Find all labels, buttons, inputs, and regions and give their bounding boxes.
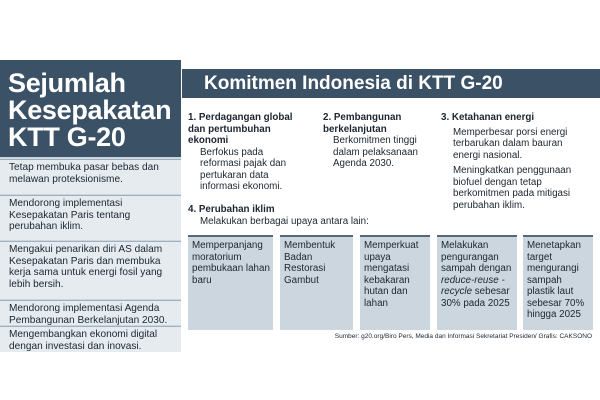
climate-action-text: Memperpanjang moratorium pembukaan lahan baru <box>192 240 270 286</box>
agreement-item-text: Tetap membuka pasar bebas dan melawan proteksionisme. <box>9 162 159 185</box>
agreement-item-text: Mengembangkan ekonomi digital dengan investasi dan inovasi. <box>9 329 158 352</box>
climate-action-text: Membentuk Badan Restorasi Gambut <box>284 240 336 286</box>
point-title: 1. Perdagangan global dan pertumbuhan ekonomi <box>188 112 293 146</box>
agreement-item-text: Mendorong implementasi Agenda Pembangunan Berkelanjutan 2030. <box>9 303 168 326</box>
commitment-point-2 <box>323 112 421 170</box>
right-header <box>182 69 600 98</box>
point-body: Memperbesar porsi energi terbarukan dalam bauran energi nasional. <box>453 126 568 161</box>
right-title: Komitmen Indonesia di KTT G-20 <box>204 73 503 94</box>
climate-action-box-4 <box>437 235 517 330</box>
left-title-box <box>0 60 181 157</box>
point-title: 3. Ketahanan energi <box>441 112 535 123</box>
climate-action-box-5 <box>523 235 593 330</box>
climate-action-box-3 <box>360 235 430 330</box>
point-body: Meningkatkan penggunaan biofuel dengan tetap berkomitmen pada mitigasi perubahan iklim. <box>453 165 572 211</box>
climate-action-box-2 <box>280 235 353 330</box>
point-body: Berfokus pada reformasi pajak dan pertukaran data informasi ekonomi. <box>200 146 287 192</box>
commitment-point-3 <box>441 112 591 211</box>
agreement-item-text: Mengakui penarikan diri AS dalam Kesepakatan Paris dan membuka kerja sama untuk energi fosil yang lebih bersih. <box>9 244 163 290</box>
left-title-line-2: Kesepakatan <box>8 95 172 125</box>
left-title <box>8 70 171 151</box>
point-body: Melakukan berbagai upaya antara lain: <box>200 215 369 227</box>
agreement-item-5 <box>0 326 181 352</box>
point-title: 2. Pembangunan berkelanjutan <box>323 112 402 135</box>
point-body: Berkomitmen tinggi dalam pelaksanaan Agenda 2030. <box>333 135 418 169</box>
climate-action-text-pre: Melakukan pengurangan sampah dengan <box>441 240 512 274</box>
point-title: 4. Perubahan iklim <box>188 204 275 215</box>
commitment-point-1 <box>188 112 306 193</box>
climate-action-box-1 <box>188 235 273 330</box>
agreement-item-2 <box>0 195 181 240</box>
left-title-line-3: KTT G-20 <box>8 122 126 152</box>
commitment-point-4 <box>188 204 448 227</box>
left-panel <box>0 60 181 352</box>
agreement-item-3 <box>0 241 181 299</box>
left-title-line-1: Sejumlah <box>8 68 126 98</box>
climate-action-text: Menetapkan target mengurangi sampah plastik laut sebesar 70% hingga 2025 <box>527 240 585 320</box>
agreement-item-1 <box>0 159 181 194</box>
climate-action-text-post: sebesar 30% pada 2025 <box>441 286 510 309</box>
agreement-item-4 <box>0 300 181 325</box>
agreement-item-text: Mendorong implementasi Kesepakatan Paris tentang perubahan iklim. <box>9 198 131 232</box>
climate-action-text-italic: reduce-reuse -recycle <box>441 274 505 297</box>
source-credit: Sumber: g20.org/Biro Pers, Media dan Informasi Sekretariat Presiden/ Grafis: CAKSONO <box>334 333 592 340</box>
climate-action-text <box>437 237 517 309</box>
climate-action-text: Memperkuat upaya mengatasi kebakaran hutan dan lahan <box>364 240 419 309</box>
